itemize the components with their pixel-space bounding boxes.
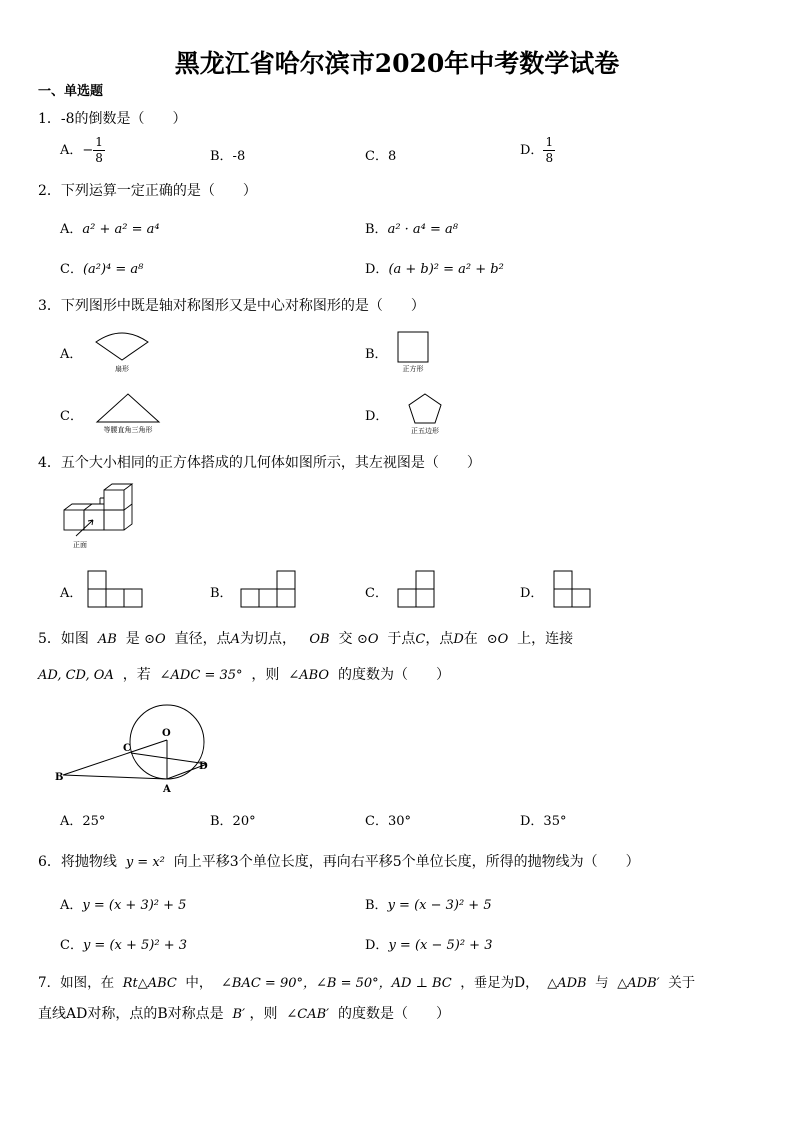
q4-option-d-figure [553, 570, 593, 608]
q4-option-d-label[interactable]: D． [520, 586, 544, 601]
pentagon-shape [407, 392, 443, 426]
q6-option-a[interactable]: A．y = (x + 3)² + 5 [60, 898, 187, 913]
label-d: D [199, 761, 208, 772]
question-5-line-1: 5．如图 AB 是 ⊙O 直径，点A为切点， OB 交 ⊙O 于点C，点D在 ⊙O 上，连接 [38, 631, 574, 647]
question-6-stem: 6．将抛物线 y = x² 向上平移3个单位长度，再向右平移5个单位长度，所得的抛物线为（ ） [38, 854, 640, 870]
triangle-caption: 等腰直角三角形 [103, 426, 153, 434]
q3-option-d-label[interactable]: D． [365, 409, 389, 424]
label-a: A [163, 784, 171, 795]
page-title: 黑龙江省哈尔滨市2020年中考数学试卷 [174, 49, 620, 78]
section-heading: 一、单选题 [38, 84, 104, 99]
pentagon-caption: 正五边形 [411, 427, 439, 435]
square-caption: 正方形 [402, 365, 424, 373]
question-3-stem: 3．下列图形中既是轴对称图形又是中心对称图形的是（ ） [38, 298, 425, 314]
question-2-stem: 2．下列运算一定正确的是（ ） [38, 183, 257, 199]
q1-option-b[interactable]: B．-8 [210, 149, 246, 164]
q5-option-b[interactable]: B．20° [210, 814, 256, 829]
isosceles-right-triangle-shape [95, 392, 161, 424]
front-label: 正面 [73, 541, 87, 549]
q2-option-a[interactable]: A．a² + a² = a⁴ [60, 222, 160, 237]
question-4-stem: 4．五个大小相同的正方体搭成的几何体如图所示，其左视图是（ ） [38, 455, 481, 471]
circle-tangent-figure [55, 702, 215, 798]
q3-option-b-label[interactable]: B． [365, 347, 388, 362]
q1-option-a[interactable]: A．− $\frac{1}{8}$ [60, 135, 103, 165]
q4-option-a-figure [87, 570, 145, 608]
sector-caption: 扇形 [115, 365, 129, 373]
q3-option-c-label[interactable]: C． [60, 409, 83, 424]
q5-option-d[interactable]: D．35° [520, 814, 567, 829]
q2-option-b[interactable]: B．a² · a⁴ = a⁸ [365, 222, 459, 237]
q3-option-a-label[interactable]: A． [60, 347, 83, 362]
square-shape [397, 331, 429, 363]
q4-option-c-figure [397, 570, 437, 608]
q4-option-b-label[interactable]: B． [210, 586, 233, 601]
q6-option-d[interactable]: D．y = (x − 5)² + 3 [365, 938, 493, 953]
q2-option-d[interactable]: D．(a + b)² = a² + b² [365, 262, 504, 277]
label-c: C [123, 743, 131, 754]
q4-option-c-label[interactable]: C． [365, 586, 388, 601]
cube-stack-figure [60, 484, 140, 546]
label-b: B [55, 772, 64, 783]
question-1-stem: 1．-8的倒数是（ ） [38, 111, 187, 127]
q5-option-a[interactable]: A．25° [60, 814, 106, 829]
label-o: O [162, 728, 171, 739]
q1-option-d[interactable]: D． $\frac{1}{8}$ [520, 135, 554, 165]
question-7-line-1: 7．如图，在 Rt△ABC 中， ∠BAC = 90°，∠B = 50°，AD ⊥ BC ，垂足为D， △ADB 与 △ADB′ 关于 [38, 975, 696, 991]
q4-option-a-label[interactable]: A． [60, 586, 83, 601]
q6-option-b[interactable]: B．y = (x − 3)² + 5 [365, 898, 492, 913]
sector-shape [94, 330, 150, 362]
fraction: $\frac{1}{8}$ [545, 135, 554, 165]
q5-option-c[interactable]: C．30° [365, 814, 411, 829]
q1-option-c[interactable]: C．8 [365, 149, 397, 164]
question-7-line-2: 直线AD对称，点的B对称点是 B′ ，则 ∠CAB′ 的度数是（ ） [38, 1006, 451, 1022]
q4-option-b-figure [240, 570, 298, 608]
q2-option-c[interactable]: C．(a²)⁴ = a⁸ [60, 262, 144, 277]
question-5-line-2: AD, CD, OA ，若 ∠ADC = 35° ，则 ∠ABO 的度数为（ ） [38, 667, 450, 683]
fraction: $\frac{1}{8}$ [95, 135, 103, 165]
q6-option-c[interactable]: C．y = (x + 5)² + 3 [60, 938, 187, 953]
